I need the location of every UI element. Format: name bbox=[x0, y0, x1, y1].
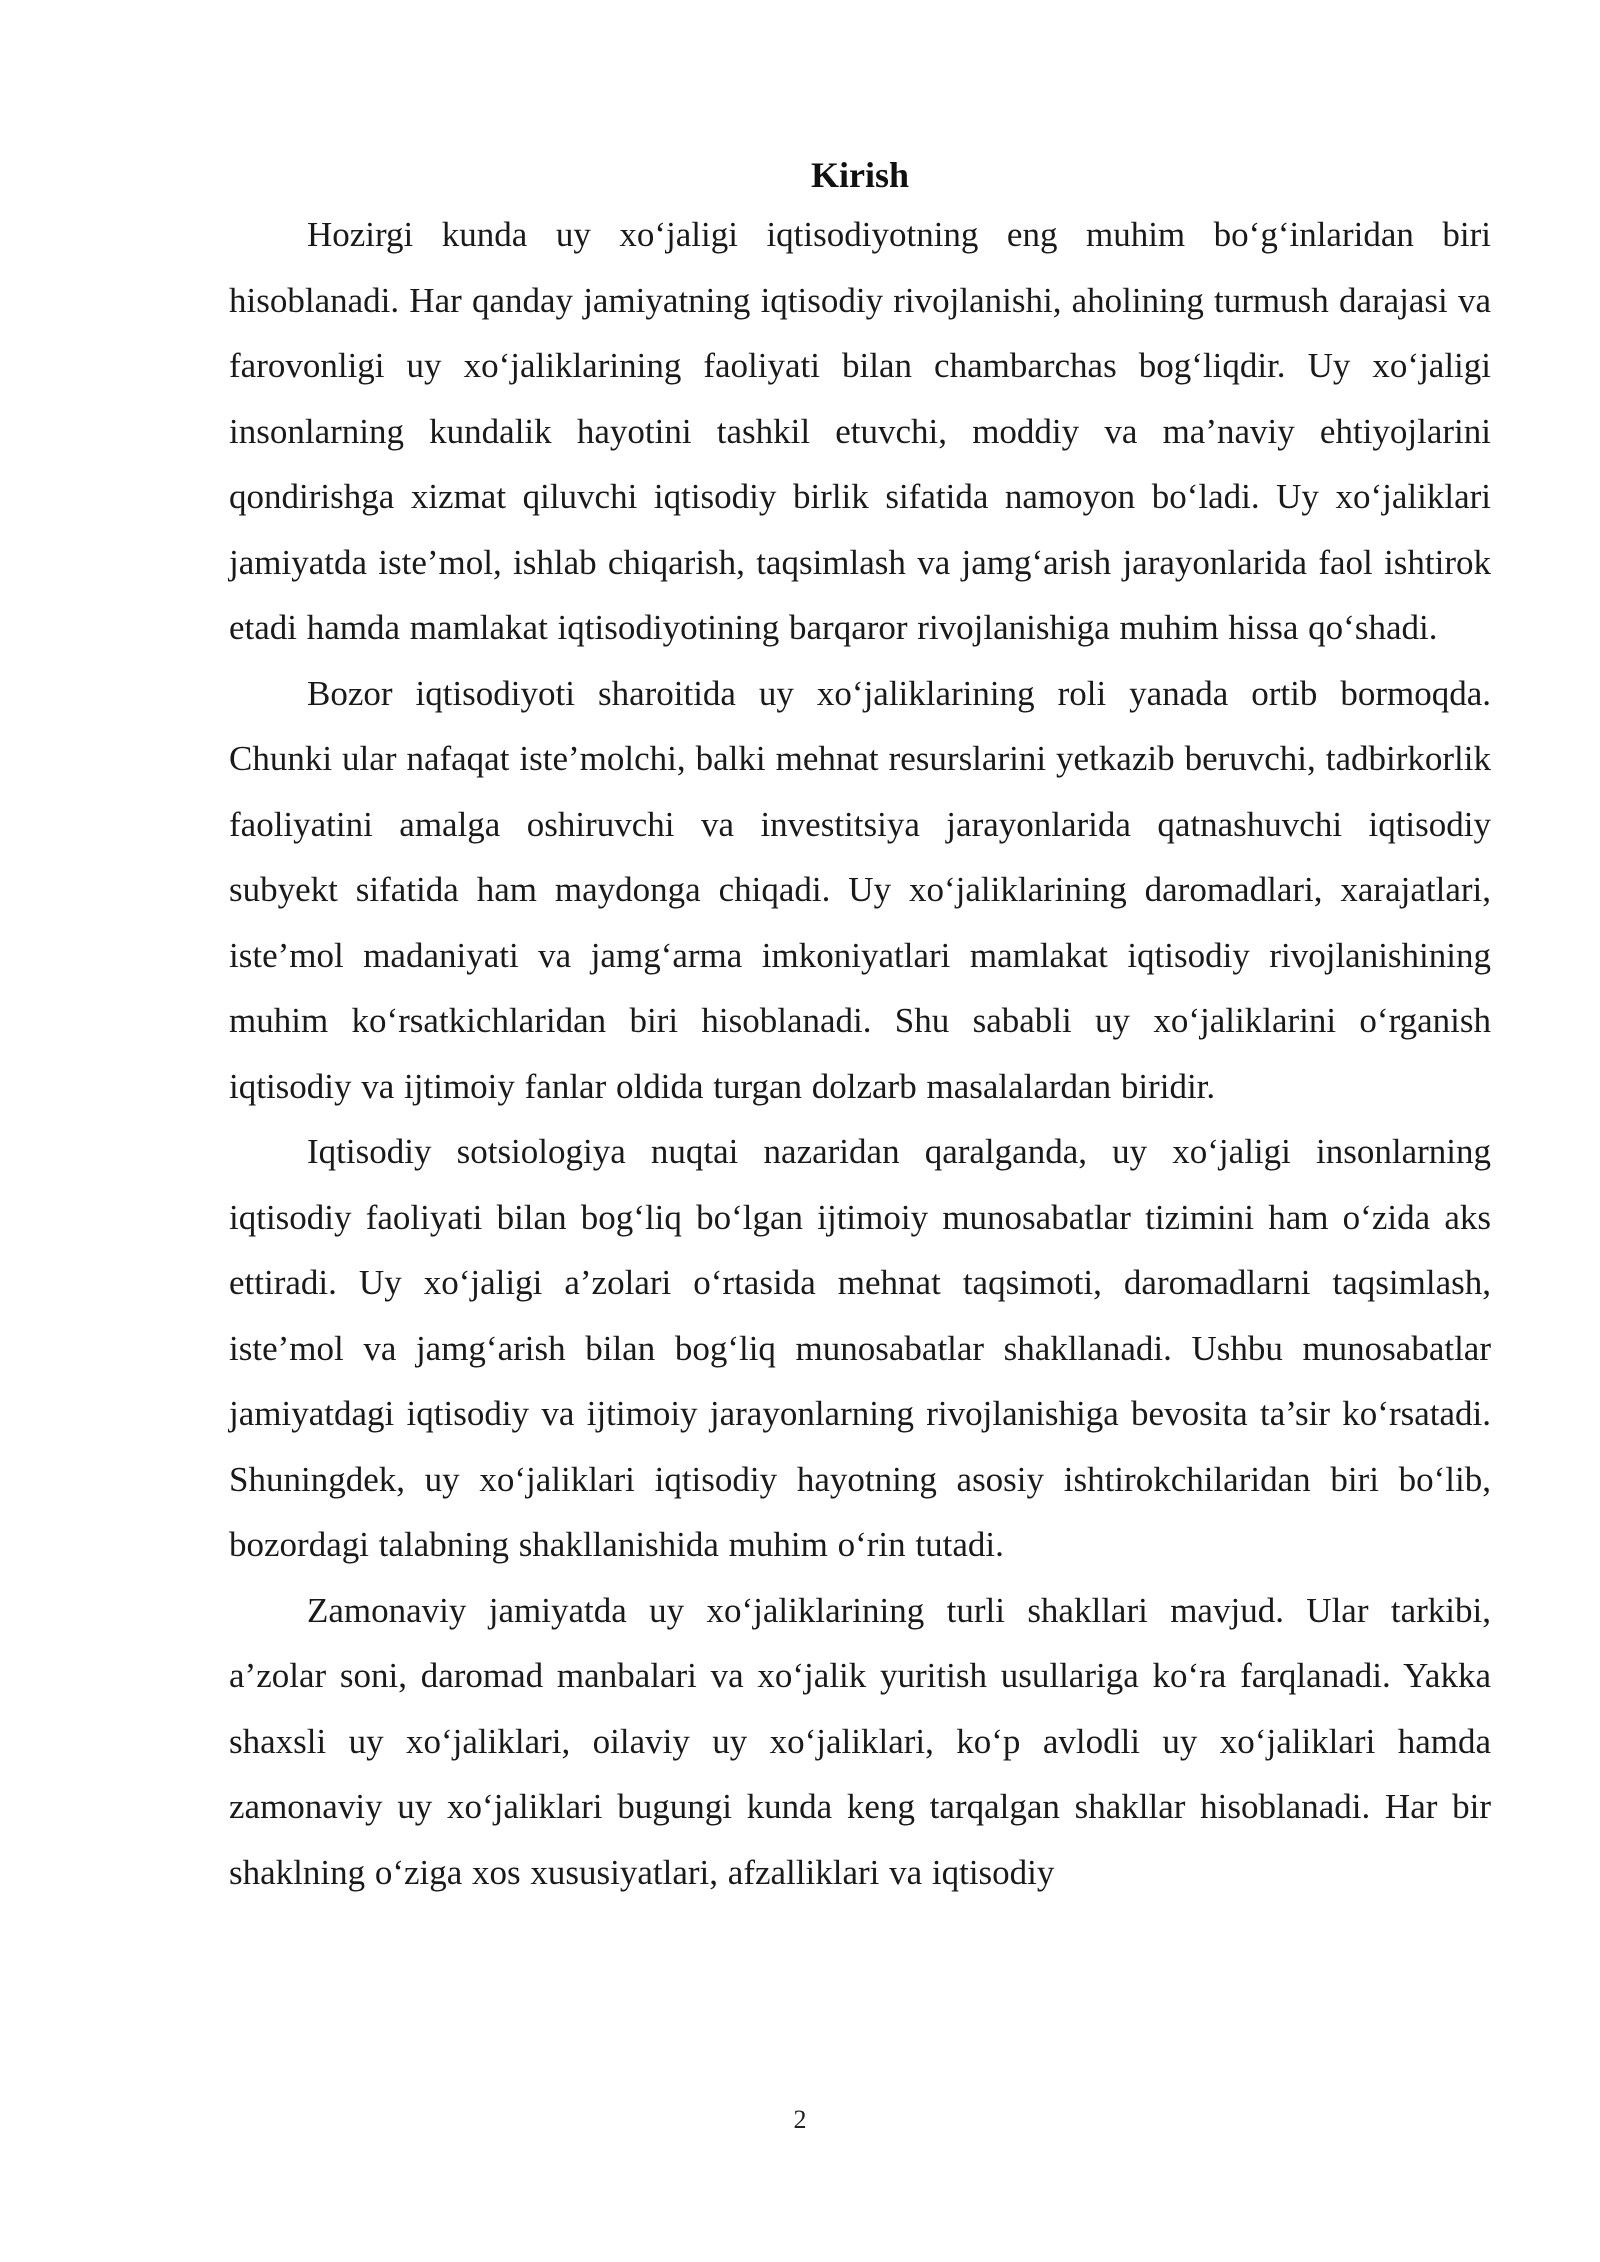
paragraph-4: Zamonaviy jamiyatda uy xo‘jaliklarining turli shakllari mavjud. Ular tarkibi, a’zolar soni, daromad manbalari va xo‘jalik yuritish usullariga ko‘ra farqlanadi. Yakka shaxsli uy xo‘jaliklari, oilaviy uy xo‘jaliklari, ko‘p avlodli uy xo‘jaliklari hamda zamonaviy uy xo‘jaliklari bugungi kunda keng tarqalgan shakllar hisoblanadi. Har bir shaklning o‘ziga xos xususiyatlari, afzalliklari va iqtisodiy bbox=[229, 1590, 1491, 1892]
page-content bbox=[229, 148, 1491, 1905]
paragraph-3: Iqtisodiy sotsiologiya nuqtai nazaridan qaralganda, uy xo‘jaligi insonlarning iqtisodiy faoliyati bilan bog‘liq bo‘lgan ijtimoiy munosabatlar tizimini ham o‘zida aks ettiradi. Uy xo‘jaligi a’zolari o‘rtasida mehnat taqsimoti, daromadlarni taqsimlash, iste’mol va jamg‘arish bilan bog‘liq munosabatlar shakllanadi. Ushbu munosabatlar jamiyatdagi iqtisodiy va ijtimoiy jarayonlarning rivojlanishiga bevosita ta’sir ko‘rsatadi. Shuningdek, uy xo‘jaliklari iqtisodiy hayotning asosiy ishtirokchilaridan biri bo‘lib, bozordagi talabning shakllanishida muhim o‘rin tutadi. bbox=[229, 1132, 1491, 1564]
page-number: 2 bbox=[793, 2105, 807, 2134]
paragraph-2: Bozor iqtisodiyoti sharoitida uy xo‘jaliklarining roli yanada ortib bormoqda. Chunki ular nafaqat iste’molchi, balki mehnat resurslarini yetkazib beruvchi, tadbirkorlik faoliyatini amalga oshiruvchi va investitsiya jarayonlarida qatnashuvchi iqtisodiy subyekt sifatida ham maydonga chiqadi. Uy xo‘jaliklarining daromadlari, xarajatlari, iste’mol madaniyati va jamg‘arma imkoniyatlari mamlakat iqtisodiy rivojlanishining muhim ko‘rsatkichlaridan biri hisoblanadi. Shu sababli uy xo‘jaliklarini o‘rganish iqtisodiy va ijtimoiy fanlar oldida turgan dolzarb masalalardan biridir. bbox=[229, 673, 1491, 1106]
section-title: Kirish bbox=[810, 155, 909, 195]
paragraph-1: Hozirgi kunda uy xo‘jaligi iqtisodiyotning eng muhim bo‘g‘inlaridan biri hisoblanadi. Har qanday jamiyatning iqtisodiy rivojlanishi, aholining turmush darajasi va farovonligi uy xo‘jaliklarining faoliyati bilan chambarchas bog‘liqdir. Uy xo‘jaligi insonlarning kundalik hayotini tashkil etuvchi, moddiy va ma’naviy ehtiyojlarini qondirishga xizmat qiluvchi iqtisodiy birlik sifatida namoyon bo‘ladi. Uy xo‘jaliklari jamiyatda iste’mol, ishlab chiqarish, taqsimlash va jamg‘arish jarayonlarida faol ishtirok etadi hamda mamlakat iqtisodiyotining barqaror rivojlanishiga muhim hissa qo‘shadi. bbox=[229, 215, 1491, 647]
